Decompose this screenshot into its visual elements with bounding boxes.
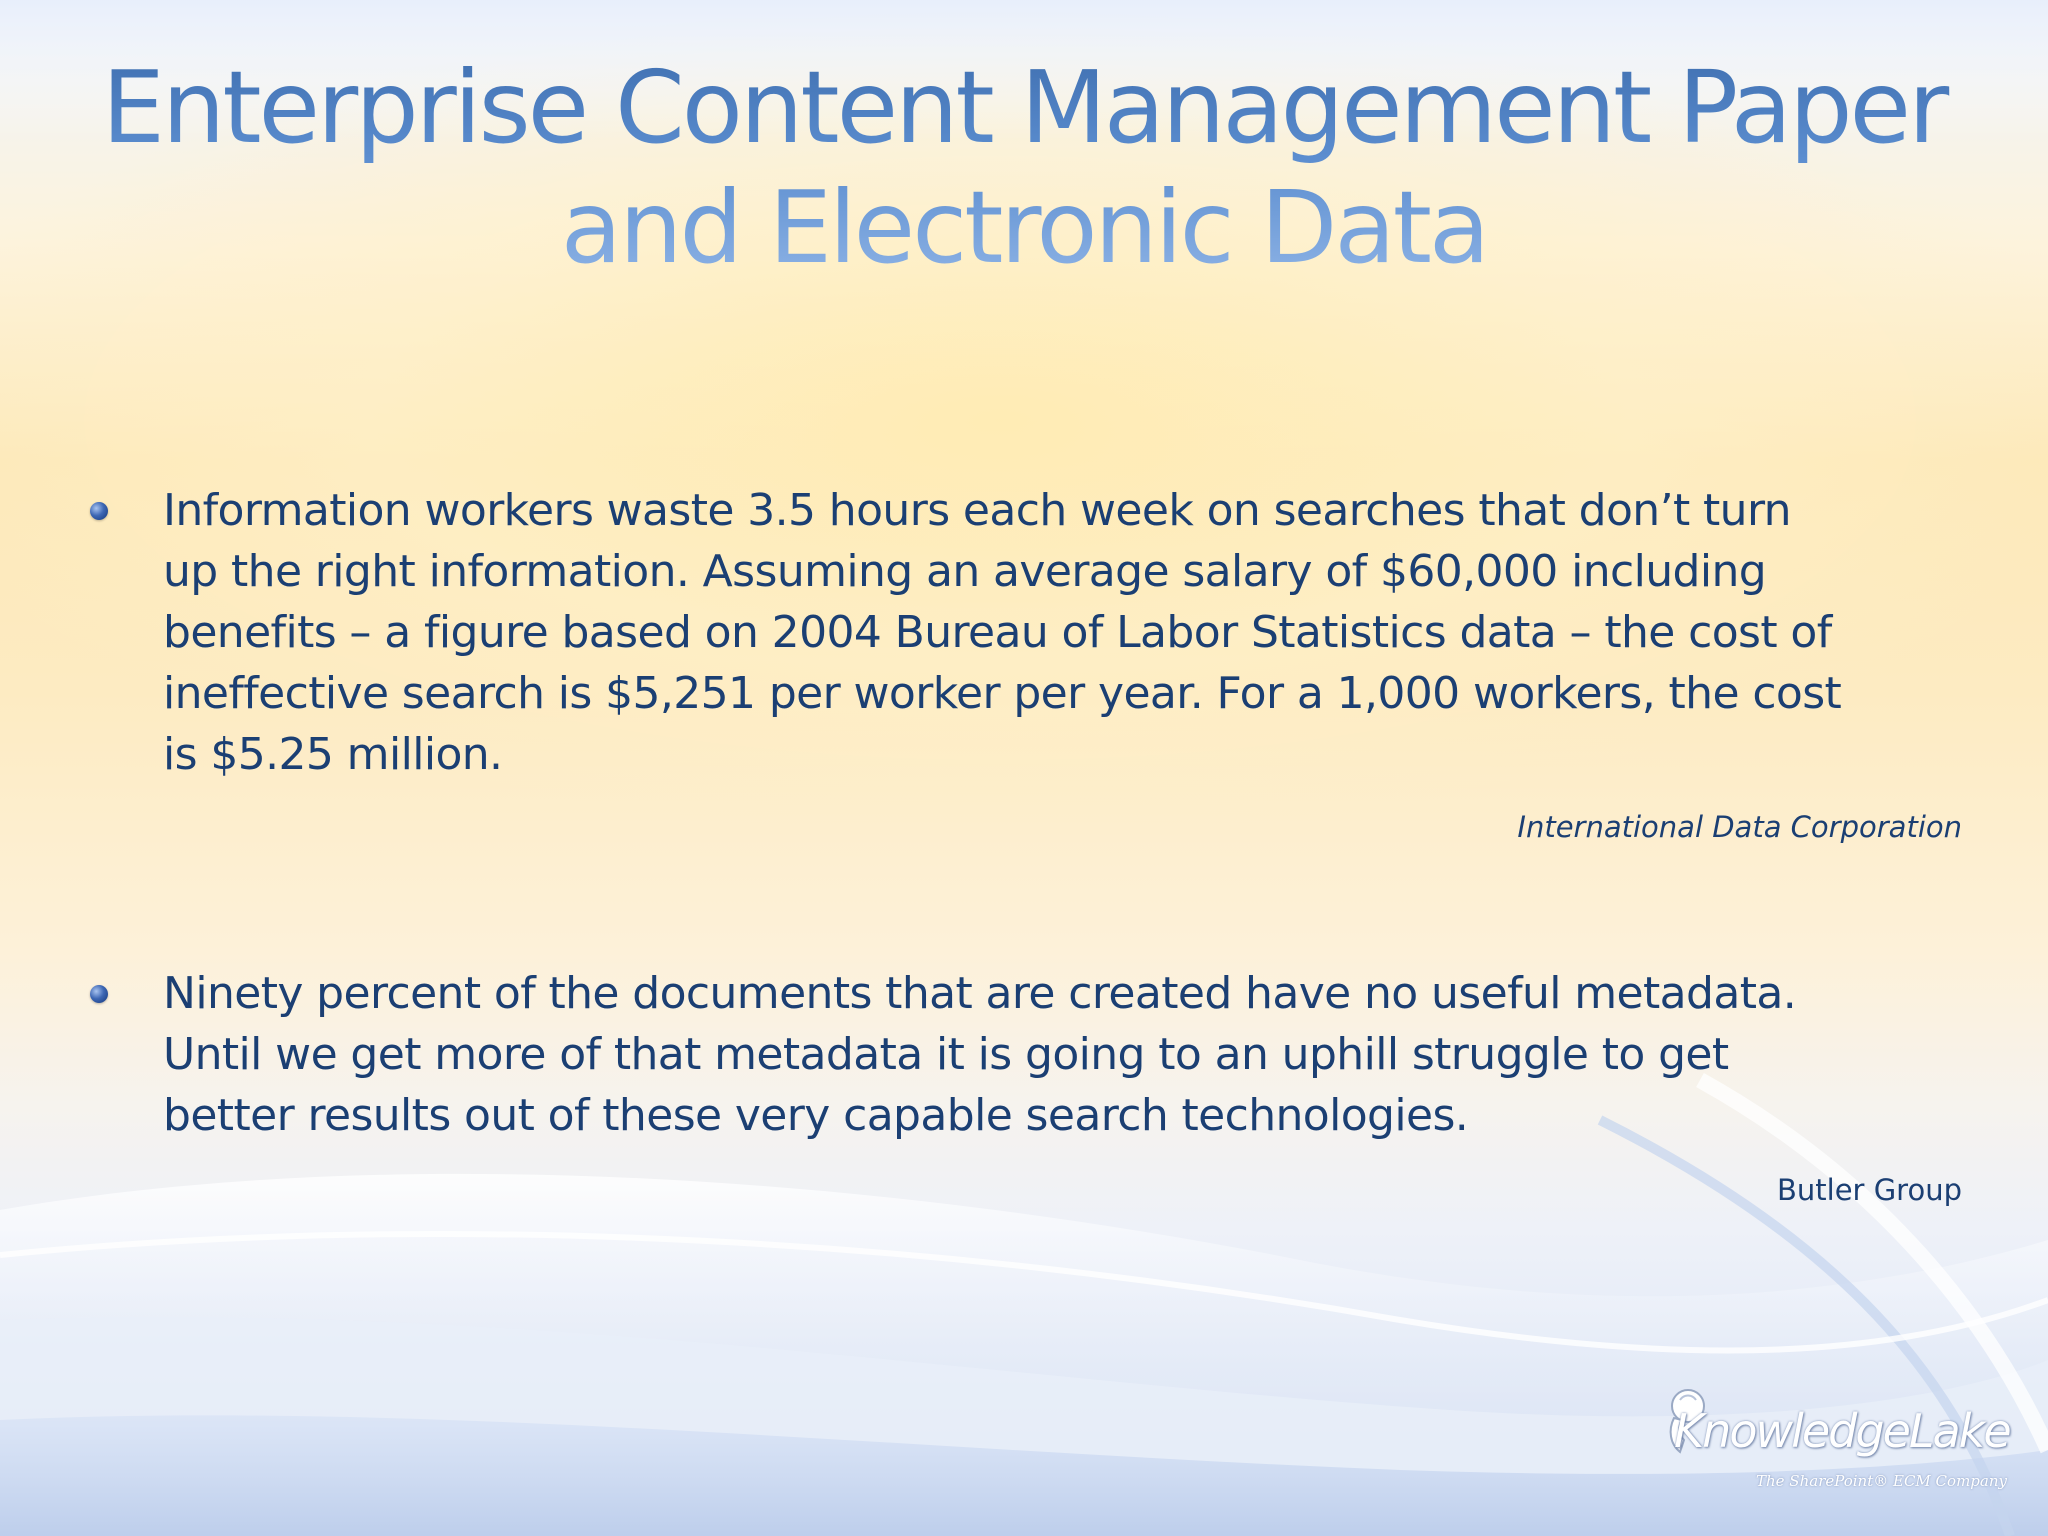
- bullet-text: Information workers waste 3.5 hours each week on searches that don’t turn up the right information. Assuming an average salary of $60,000 including benefits – a figure based on 2004 Bureau of Labor Statistics data – the cost of ineffective search is $5,251 per worker per year. For a 1,000 workers, the cost is $5.25 million.: [163, 485, 1842, 780]
- logo-tagline: The SharePoint® ECM Company: [1756, 1472, 2007, 1490]
- title-line-1: Enterprise Content Management Paper: [101, 49, 1947, 166]
- bullet-source: International Data Corporation: [1517, 810, 1962, 844]
- company-logo: [1660, 1382, 2010, 1502]
- bullet-dot-icon: [90, 985, 108, 1003]
- title-line-2: and Electronic Data: [560, 169, 1488, 286]
- logo-wordmark: KnowledgeLake: [1674, 1404, 2010, 1458]
- slide-title: [60, 48, 1988, 288]
- bullet-source: Butler Group: [1777, 1173, 1962, 1207]
- bullet-dot-icon: [90, 502, 108, 520]
- bullet-text: Ninety percent of the documents that are created have no useful metadata. Until we get more of that metadata it is going to an uphill struggle to get better results out of these very capable search technologies.: [163, 968, 1797, 1141]
